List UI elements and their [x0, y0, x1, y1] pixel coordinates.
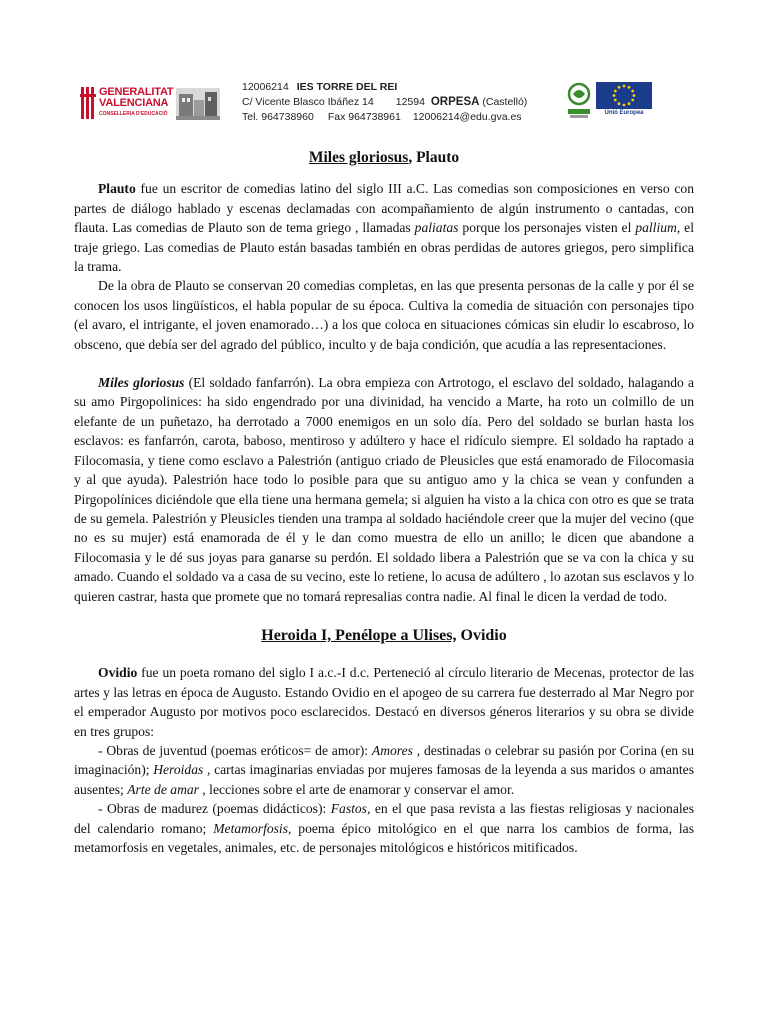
miles-gloriosus-lead: Miles gloriosus	[98, 375, 185, 391]
s2p2-text3: , cartas imaginarias enviadas por mujeres famosas de la leyenda a sus maridos o amantes ausentes;	[74, 762, 694, 797]
eu-flag-icon	[596, 82, 652, 109]
section2-paragraph2	[74, 741, 694, 799]
email-address: 12006214@edu.gva.es	[412, 111, 522, 123]
postal-code: 12594	[395, 96, 425, 108]
section1-title-rest: , Plauto	[408, 149, 460, 166]
s1p1-text2: porque los personajes visten el	[458, 220, 636, 236]
section1-title	[74, 148, 694, 167]
s2p3-text1: - Obras de madurez (poemas didácticos):	[98, 801, 331, 817]
school-street: C/ Vicente Blasco Ibáñez 14	[242, 96, 374, 108]
s1p1-text1: fue un escritor de comedias latino del siglo III a.C. Las comedias son composiciones en verso con partes de diálogo hablado y escenas declamadas con acompañamiento de algún instrumento o cantadas, con flauta. Las comedias de Plauto son de tema griego , llamadas	[74, 181, 694, 236]
ovidio-lead: Ovidio	[98, 665, 138, 681]
european-union-logo	[596, 82, 652, 122]
section1-paragraph1	[74, 179, 694, 276]
town-name: ORPESA	[430, 96, 480, 108]
section2-title-main: Heroida I, Penélope a Ulises,	[261, 626, 457, 644]
s2p2-text4: , lecciones sobre el arte de enamorar y conservar el amor.	[198, 781, 515, 797]
s1p1-italic1: paliatas	[414, 220, 459, 236]
section2-paragraph3	[74, 799, 694, 857]
plauto-lead: Plauto	[98, 181, 136, 197]
school-contact-info	[242, 80, 527, 125]
section1-paragraph2: De la obra de Plauto se conservan 20 comedias completas, en las que presenta personas de la calle y por él se conocen los usos lingüísticos, el habla popular de su época. Cultiva la comedia de situación con personajes tipo (el avaro, el intrigante, el joven enamorado…) a los que coloca en situaciones cómicas sin eludir lo escabroso, lo obsceno, que debía ser del agrado del público, inculto y de baja condición, que acudía a las representaciones.	[74, 278, 694, 352]
green-program-logo	[566, 82, 592, 120]
section2-title	[74, 626, 694, 645]
s2p3-text2: , en el que pasa revista a las fiestas religiosas y nacionales del calendario romano;	[74, 801, 694, 836]
section1-paragraph3	[74, 373, 694, 606]
document-body	[74, 148, 694, 857]
gv-line1: GENERALITAT	[99, 86, 174, 98]
gv-emblem-icon	[80, 86, 96, 120]
s2p3-italic2: Metamorfosis	[213, 820, 288, 836]
phone-number: Tel. 964738960	[242, 111, 314, 123]
s2p3-text3: , poema épico mitológico en el que narra los cambios de forma, las metamorfosis en vegetales, animales, etc. de personajes mitológicos e históricos mitificados.	[74, 820, 694, 855]
s1p1-text3: , el traje griego. Las comedias de Plauto están basadas también en obras perdidas de autores griegos, pero simplifica la trama.	[74, 220, 694, 275]
province-name: (Castelló)	[482, 96, 528, 108]
gv-line3: CONSELLERIA D'EDUCACIÓ	[99, 111, 168, 117]
section2-paragraph1	[74, 663, 694, 741]
school-building-photo	[176, 88, 220, 120]
s1p3-text: (El soldado fanfarrón). La obra empieza con Artrotogo, el esclavo del soldado, halagando a su amo Pirgopolinices: ha sido engendrado por una divinidad, ha vencido a Marte, ha roto un colmillo de un elefante de un puñetazo, ha derrotado a 7000 enemigos en un solo día. Pero del soldado se burlan hasta los esclavos: es fanfarrón, carota, baboso, mentiroso y adúltero y hace el ridículo siempre. El soldado ha raptado a Filocomasia, y tiene como esclavo a Palestrión (antiguo criado de Pleusicles que está enamorado de Filocomasia y al que ayuda). Palestrión hace todo lo posible para que su antiguo amo y la chica se vean y confunden a Pirgopolínices diciéndole que ella tiene una hermana gemela; si alguien ha visto a la chica con otro es que se trata de su gemela. Palestrión y Pleusicles tienden una trampa al soldado haciéndole creer que la mujer del vecino (que no es su mujer) está enamorada de él y le dan como muestra de ello un anillo; le dicen que abandone a Filocomasia y le dé sus joyas para ganarse su perdón. El soldado libera a Palestrión que se va con la chica y su amado. Cuando el soldado va a casa de su vecino, este lo retiene, lo acusa de adúltero , lo azotan sus esclavos y lo quieren castrar, hasta que promete que no tomará represalias contra nadie. Al final le dicen la verdad de todo.	[74, 375, 694, 604]
s2p2-text1: - Obras de juventud (poemas eróticos= de amor):	[98, 742, 372, 758]
school-name: IES TORRE DEL REI	[296, 81, 398, 93]
eu-label: Unió Europea	[604, 110, 644, 116]
s2p2-italic1: Amores	[371, 742, 413, 758]
generalitat-valenciana-logo	[80, 86, 174, 120]
section2-title-rest: Ovidio	[456, 626, 507, 644]
fax-number: Fax 964738961	[327, 111, 401, 123]
s2p3-italic1: Fastos	[330, 801, 367, 817]
section1-title-main: Miles gloriosus	[308, 149, 409, 166]
s1p1-italic2: pallium	[635, 220, 677, 236]
s2p2-italic3: Arte de amar	[127, 781, 199, 797]
s2p1-text: fue un poeta romano del siglo I a.c.-I d.c. Perteneció al círculo literario de Mecenas, protector de las artes y las letras en época de Augusto. Estando Ovidio en el apogeo de su carrera fue desterrado al Mar Negro por el emperador Augusto por motivos poco esclarecidos. Destacó en diversos géneros literarios y su obra se divide en tres grupos:	[74, 665, 694, 739]
s2p2-italic2: Heroidas	[153, 762, 204, 778]
s2p2-text2: , destinadas o celebrar su pasión por Corina (en su imaginación);	[74, 742, 694, 778]
gv-line2: VALENCIANA	[99, 97, 169, 109]
letterhead	[0, 0, 768, 140]
school-code: 12006214	[242, 81, 289, 93]
